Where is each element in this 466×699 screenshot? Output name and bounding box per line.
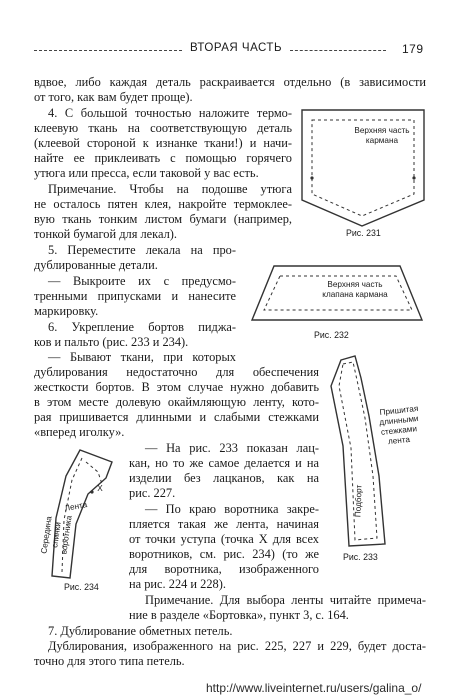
text-line: кан, но то же самое делается и на xyxy=(129,456,319,470)
text-line: рая пришивается длинными и слабыми стежками xyxy=(34,410,319,424)
text-line: от точки уступа (точка Х для всех xyxy=(129,532,319,546)
text-line: маркировку. xyxy=(34,304,99,318)
text-line: не осталось пятен клея, накройте термоклее- xyxy=(34,197,292,211)
flap-label-line2: клапана кармана xyxy=(322,290,388,299)
text-line: дублирования недостаточно для обеспечения xyxy=(34,365,319,379)
text-line: для воротника, изображенного xyxy=(129,562,319,576)
text-line: утюга или пресса, если таковой у вас есть. xyxy=(34,166,259,180)
flap-label-line1: Верхняя часть xyxy=(327,280,383,289)
pocket-pattern-drawing xyxy=(300,102,430,242)
footer-url: http://www.liveinternet.ru/users/galina_o/ xyxy=(206,681,422,695)
header-rule-right xyxy=(290,50,386,51)
text-line: воротников, см. рис. 234) (то же xyxy=(129,547,319,561)
figure-231 xyxy=(300,102,430,242)
figure-caption: Рис. 231 xyxy=(346,228,381,238)
text-line: — На рис. 233 показан лац- xyxy=(145,441,319,455)
tape-label-2: длинными xyxy=(378,413,419,428)
mid-label-3: воротника xyxy=(59,515,74,555)
figure-caption: Рис. 232 xyxy=(314,330,349,340)
figure-caption: Рис. 234 xyxy=(64,582,99,592)
text-line: от того, как вам будет проще). xyxy=(34,90,193,104)
text-line: 7. Дублирование обметных петель. xyxy=(48,624,233,638)
text-line: на рис. 224 и 228). xyxy=(129,577,226,591)
point-x-label: X xyxy=(97,484,103,493)
mid-label-1: Середина xyxy=(39,515,54,555)
text-line: ков и пальто (рис. 233 и 234). xyxy=(34,335,189,349)
text-line: тренными припусками и нанесите xyxy=(34,289,236,303)
page-number: 179 xyxy=(402,42,424,56)
text-line: 6. Укрепление бортов пиджа- xyxy=(48,320,236,334)
tape-label-3: стежками xyxy=(380,424,418,437)
tape-label-1: Пришитая xyxy=(379,403,419,418)
text-line: 4. С большой точностью наложите термо- xyxy=(48,106,292,120)
text-line: клеевую ткань на соответствующую деталь xyxy=(34,121,292,135)
text-line: вдвое, либо каждая деталь раскраивается отдельно (в зависимости xyxy=(34,75,426,89)
lapel-pattern-drawing xyxy=(325,356,431,556)
text-line: пляется такая же лента, начиная xyxy=(129,517,319,531)
text-line: ние в разделе «Бортовка», пункт 3, с. 164. xyxy=(129,608,349,622)
text-line: Примечание. Для выбора ленты читайте примеча- xyxy=(145,593,426,607)
header-rule-left xyxy=(34,50,182,51)
text-line: рис. 227. xyxy=(129,486,176,500)
figure-caption: Рис. 233 xyxy=(343,552,378,562)
tape-label-4: лента xyxy=(387,434,411,447)
text-line: найте ее приклеивать с помощью горячего xyxy=(34,151,292,165)
text-line: вую ткань тонким листом бумаги (например, xyxy=(34,212,292,226)
text-line: — Выкроите их с предусмо- xyxy=(48,274,236,288)
figure-234 xyxy=(36,448,128,596)
mid-label-2: спинки xyxy=(50,521,63,549)
figure-233 xyxy=(325,356,431,568)
podboy-label: Подборт xyxy=(353,484,364,518)
text-line: изделии без лацканов, как на xyxy=(129,471,319,485)
pocket-label-line2: кармана xyxy=(365,136,399,145)
text-line: дублированные детали. xyxy=(34,258,158,272)
text-line: (клеевой стороной к изнанке ткани!) и начи- xyxy=(34,136,292,150)
text-line: — По краю воротника закре- xyxy=(145,502,319,516)
lenta-label: Лента xyxy=(63,500,88,513)
text-line: Примечание. Чтобы на подошве утюга xyxy=(48,182,292,196)
text-line: точно для этого типа петель. xyxy=(34,654,185,668)
pocket-label-line1: Верхняя часть xyxy=(354,126,410,135)
figure-232 xyxy=(250,262,430,342)
text-line: 5. Переместите лекала на про- xyxy=(48,243,236,257)
text-line: тонкой бумагой для лекал). xyxy=(34,227,178,241)
text-line: Дублирования, изображенного на рис. 225, 227 и 229, будет доста- xyxy=(48,639,426,653)
running-title: ВТОРАЯ ЧАСТЬ xyxy=(190,42,283,54)
text-line: в этом месте долевую окаймляющую ленту, кото- xyxy=(34,395,319,409)
text-line: жесткости бортов. В этом случае нужно добавить xyxy=(34,380,319,394)
text-line: — Бывают ткани, при которых xyxy=(48,350,236,364)
text-line: «вперед иголку». xyxy=(34,425,125,439)
